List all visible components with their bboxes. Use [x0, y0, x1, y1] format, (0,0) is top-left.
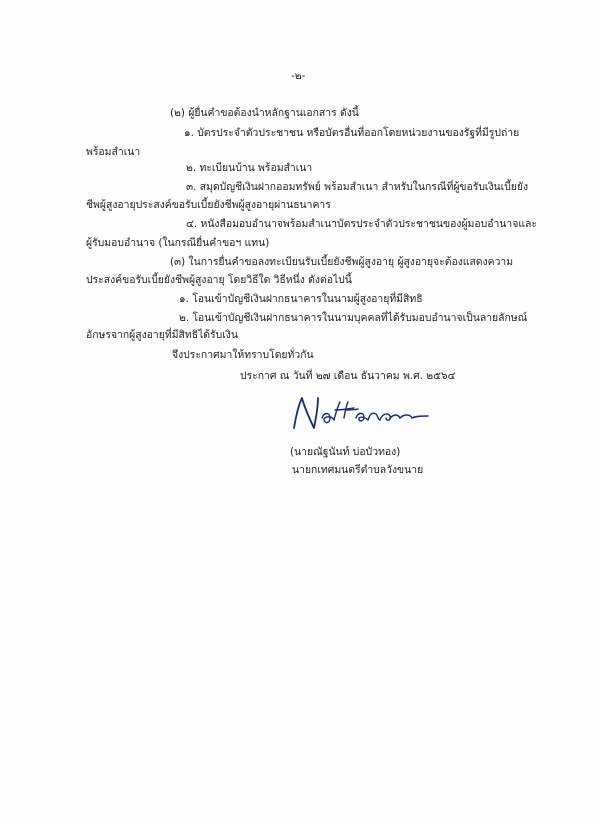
page-number: -๒-: [291, 70, 306, 82]
signer-title: นายกเทศมนตรีตำบลวังขนาย: [292, 464, 424, 476]
section-2-heading: (๒) ผู้ยื่นคำขอต้องนำหลักฐานเอกสาร ดังนี้: [170, 107, 359, 119]
section-3-line-1: (๓) ในการยื่นคำขอลงทะเบียนรับเบี้ยยังชีพผู้สูงอายุ ผู้สูงอายุจะต้องแสดงความ: [170, 256, 514, 268]
payment-option-2-line-2: อักษรจากผู้สูงอายุที่มีสิทธิได้รับเงิน: [86, 329, 238, 341]
item-4-line-2: ผู้รับมอบอำนาจ (ในกรณียื่นคำขอฯ แทน): [86, 237, 270, 249]
signer-name: (นายณัฐนันท์ บ่อบัวทอง): [290, 446, 401, 458]
payment-option-1: ๑. โอนเข้าบัญชีเงินฝากธนาคารในนามผู้สูงอายุที่มีสิทธิ: [179, 293, 423, 305]
announcement-statement: จึงประกาศมาให้ทราบโดยทั่วกัน: [172, 349, 314, 361]
announcement-date: ประกาศ ณ วันที่ ๒๗ เดือน ธันวาคม พ.ศ. ๒๕๖๔: [240, 370, 456, 382]
item-3-line-1: ๓. สมุดบัญชีเงินฝากออมทรัพย์ พร้อมสำเนา สำหรับในกรณีที่ผู้ขอรับเงินเบี้ยยัง: [186, 181, 529, 193]
item-3-line-2: ชีพผู้สูงอายุประสงค์ขอรับเบี้ยยังชีพผู้สูงอายุผ่านธนาคาร: [86, 199, 331, 211]
item-2: ๒. ทะเบียนบ้าน พร้อมสำเนา: [186, 162, 313, 174]
payment-option-2-line-1: ๒. โอนเข้าบัญชีเงินฝากธนาคารในนามบุคคลที่ได้รับมอบอำนาจเป็นลายลักษณ์: [179, 312, 528, 324]
section-3-line-2: ประสงค์ขอรับเบี้ยยังชีพผู้สูงอายุ โดยวิธีใด วิธีหนึ่ง ดังต่อไปนี้: [86, 274, 352, 286]
item-1-line-1: ๑. บัตรประจำตัวประชาชน หรือบัตรอื่นที่ออกโดยหน่วยงานของรัฐที่มีรูปถ่าย: [184, 127, 520, 139]
item-4-line-1: ๔. หนังสือมอบอำนาจพร้อมสำเนาบัตรประจำตัวประชาชนของผู้มอบอำนาจและ: [186, 218, 537, 230]
handwritten-signature: [288, 392, 438, 434]
item-1-line-2: พร้อมสำเนา: [86, 146, 141, 158]
